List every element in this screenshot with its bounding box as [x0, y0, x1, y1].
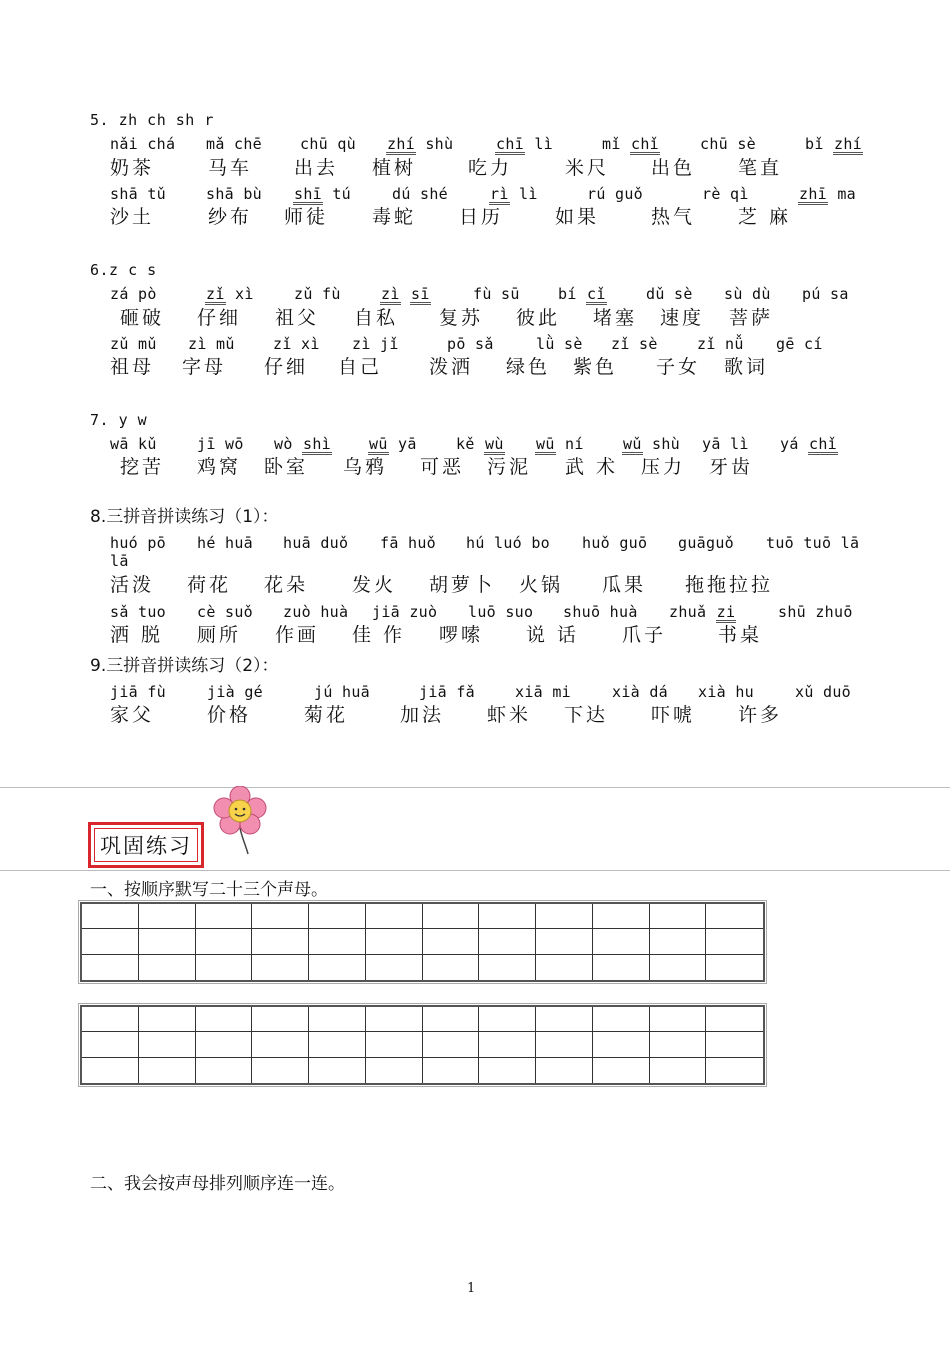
hanzi-word: 武 术 [565, 456, 619, 478]
pinyin-word: wò shì [274, 435, 331, 453]
grid-cell[interactable] [252, 929, 309, 954]
hanzi-word: 荷花 [187, 574, 232, 596]
hanzi-word: 如果 [555, 206, 600, 228]
pinyin-word: fā huǒ [380, 534, 436, 552]
grid-cell[interactable] [479, 1058, 536, 1083]
hanzi-word: 仔细 [264, 356, 309, 378]
hanzi-word: 火锅 [519, 574, 564, 596]
pinyin-word: shā tǔ [110, 185, 166, 203]
underlined-syllable: cǐ [587, 285, 606, 303]
grid-cell[interactable] [139, 1032, 196, 1057]
hanzi-word: 自己 [338, 356, 383, 378]
grid-cell[interactable] [706, 1007, 763, 1032]
pinyin-word: fù sū [473, 285, 520, 303]
grid-cell[interactable] [593, 1058, 650, 1083]
hanzi-word: 紫色 [573, 356, 618, 378]
hanzi-word: 米尺 [565, 157, 610, 179]
pinyin-word: xià hu [698, 683, 754, 701]
underlined-syllable: wǔ [623, 435, 642, 453]
underlined-syllable: zhí [834, 135, 862, 153]
pinyin-word: cè suǒ [197, 603, 253, 621]
pinyin-word: chī lì [496, 135, 553, 153]
hanzi-word: 奶茶 [110, 157, 155, 179]
hanzi-word: 下达 [564, 704, 609, 726]
hanzi-word: 歌词 [724, 356, 769, 378]
pinyin-word: huó pō [110, 534, 166, 552]
grid-cell[interactable] [366, 955, 423, 980]
pinyin-word: shī tú [294, 185, 351, 203]
underlined-syllable: chī [496, 135, 524, 153]
consolidation-title-box [88, 822, 204, 868]
underlined-syllable: shì [303, 435, 331, 453]
grid-cell[interactable] [252, 1007, 309, 1032]
grid-cell[interactable] [479, 929, 536, 954]
grid-cell[interactable] [593, 1032, 650, 1057]
hanzi-word: 菩萨 [729, 307, 774, 329]
pinyin-word: mǐ chǐ [602, 135, 659, 153]
hanzi-word: 笔直 [738, 157, 783, 179]
pinyin-word: jià gé [207, 683, 263, 701]
hanzi-word: 作画 [275, 624, 320, 646]
hanzi-word: 师徒 [284, 206, 329, 228]
consolidation-title: 巩固练习 [94, 828, 198, 862]
hanzi-word: 马车 [208, 157, 253, 179]
underlined-syllable: zì [381, 285, 400, 303]
pinyin-word: huā duǒ [283, 534, 349, 552]
grid-cell[interactable] [593, 955, 650, 980]
grid-cell[interactable] [650, 1058, 707, 1083]
hanzi-word: 卧室 [264, 456, 309, 478]
pinyin-word: mǎ chē [206, 135, 262, 153]
grid-cell[interactable] [196, 929, 253, 954]
grid-cell[interactable] [423, 1058, 480, 1083]
underlined-syllable: wù [485, 435, 504, 453]
hanzi-word: 洒 脱 [110, 624, 164, 646]
pinyin-word: jiā zuò [372, 603, 438, 621]
grid-cell[interactable] [366, 1058, 423, 1083]
pinyin-word: zá pò [110, 285, 157, 303]
pinyin-word: jú huā [314, 683, 370, 701]
pinyin-word: rì lì [490, 185, 538, 203]
hanzi-word: 泼洒 [429, 356, 474, 378]
grid-cell[interactable] [366, 929, 423, 954]
pinyin-word: zhí shù [387, 135, 454, 153]
section-5-heading: 5. zh ch sh r [90, 111, 214, 129]
underlined-syllable: zi [716, 603, 736, 621]
grid-cell[interactable] [479, 1007, 536, 1032]
pinyin-word: sǎ tuo [110, 603, 166, 621]
hanzi-word: 挖苦 [120, 456, 165, 478]
hanzi-word: 污泥 [487, 456, 532, 478]
grid-cell[interactable] [479, 1032, 536, 1057]
grid-cell[interactable] [139, 904, 196, 929]
pinyin-word: huǒ guō [582, 534, 648, 552]
pinyin-word: sù dù [724, 285, 771, 303]
grid-cell[interactable] [593, 929, 650, 954]
pinyin-word: pō sǎ [447, 335, 494, 353]
hanzi-word: 可恶 [420, 456, 465, 478]
grid-cell[interactable] [196, 1007, 253, 1032]
pinyin-word: hé huā [197, 534, 253, 552]
hanzi-word: 瓜果 [602, 574, 647, 596]
pinyin-word: bí cǐ [558, 285, 606, 303]
pinyin-word: kě wù [456, 435, 504, 453]
pinyin-word: zì jǐ [352, 335, 399, 353]
grid-cell[interactable] [536, 929, 593, 954]
pinyin-word: xiā mi [515, 683, 571, 701]
hanzi-word: 菊花 [304, 704, 349, 726]
hanzi-word: 啰嗦 [439, 624, 484, 646]
pinyin-word: xǔ duō [795, 683, 851, 701]
pinyin-word: yá chǐ [780, 435, 837, 453]
pinyin-word: luō suo [468, 603, 534, 621]
hanzi-word: 吃力 [468, 157, 513, 179]
hanzi-word: 活泼 [110, 574, 155, 596]
hanzi-word: 许多 [738, 704, 783, 726]
pinyin-word: zǔ mǔ [110, 335, 157, 353]
hanzi-word: 出色 [651, 157, 696, 179]
grid-cell[interactable] [252, 1058, 309, 1083]
grid-cell[interactable] [309, 904, 366, 929]
hanzi-word: 出去 [294, 157, 339, 179]
pinyin-word: gē cí [776, 335, 823, 353]
grid-cell[interactable] [650, 929, 707, 954]
hanzi-word: 加法 [400, 704, 445, 726]
pinyin-word: shū zhuō [778, 603, 853, 621]
pinyin-word: zǐ sè [611, 335, 658, 353]
grid-cell[interactable] [252, 955, 309, 980]
grid-cell[interactable] [423, 1007, 480, 1032]
grid-cell[interactable] [366, 1032, 423, 1057]
grid-cell[interactable] [139, 1007, 196, 1032]
hanzi-word: 植树 [372, 157, 417, 179]
grid-cell[interactable] [706, 1032, 763, 1057]
hanzi-word: 书桌 [718, 624, 763, 646]
page-number: 1 [467, 1281, 476, 1296]
pinyin-word: zhuǎ zi [669, 603, 736, 621]
grid-cell[interactable] [309, 929, 366, 954]
hanzi-word: 鸡窝 [197, 456, 242, 478]
flower-icon [210, 786, 270, 856]
grid-cell[interactable] [82, 1032, 139, 1057]
hanzi-word: 日历 [459, 206, 504, 228]
grid-cell[interactable] [593, 904, 650, 929]
hanzi-word: 自私 [354, 307, 399, 329]
grid-cell[interactable] [650, 1032, 707, 1057]
grid-cell[interactable] [82, 929, 139, 954]
pinyin-word: wū yā [369, 435, 417, 453]
question-1: 一、按顺序默写二十三个声母。 [90, 880, 328, 900]
underlined-syllable: zǐ [206, 285, 225, 303]
pinyin-word: tuō tuō lā [766, 534, 860, 552]
grid-cell[interactable] [309, 1058, 366, 1083]
grid-cell[interactable] [139, 955, 196, 980]
pinyin-word: pú sa [802, 285, 849, 303]
grid-cell[interactable] [139, 1058, 196, 1083]
hanzi-word: 彼此 [516, 307, 561, 329]
hanzi-word: 速度 [660, 307, 705, 329]
grid-cell[interactable] [309, 955, 366, 980]
grid-cell[interactable] [423, 1032, 480, 1057]
pinyin-word: zǔ fù [294, 285, 341, 303]
grid-cell[interactable] [252, 1032, 309, 1057]
pinyin-word: wǔ shù [623, 435, 680, 453]
underlined-syllable: wū [369, 435, 388, 453]
hanzi-word: 纱布 [208, 206, 253, 228]
pinyin-word: xià dá [612, 683, 668, 701]
pinyin-word: wū ní [536, 435, 584, 453]
pinyin-word: zǐ xì [273, 335, 320, 353]
pinyin-word: rú guǒ [587, 185, 643, 203]
hanzi-word: 吓唬 [651, 704, 696, 726]
pinyin-word: jiā fǎ [419, 683, 475, 701]
underlined-syllable: rì [490, 185, 509, 203]
underlined-syllable: sī [411, 285, 430, 303]
grid-cell[interactable] [650, 1007, 707, 1032]
hanzi-word: 虾米 [487, 704, 532, 726]
hanzi-word: 压力 [641, 456, 686, 478]
writing-grid-2[interactable] [80, 1005, 765, 1085]
hanzi-word: 祖母 [110, 356, 155, 378]
grid-cell[interactable] [139, 929, 196, 954]
grid-cell[interactable] [536, 904, 593, 929]
hanzi-word: 堵塞 [593, 307, 638, 329]
grid-cell[interactable] [196, 955, 253, 980]
hanzi-word: 芝 麻 [738, 206, 792, 228]
hanzi-word: 子女 [656, 356, 701, 378]
grid-cell[interactable] [536, 1058, 593, 1083]
grid-cell[interactable] [706, 929, 763, 954]
hanzi-word: 牙齿 [709, 456, 754, 478]
question-2: 二、我会按声母排列顺序连一连。 [90, 1174, 345, 1194]
grid-cell[interactable] [82, 1007, 139, 1032]
underlined-syllable: zhī [799, 185, 827, 203]
grid-cell[interactable] [650, 904, 707, 929]
grid-cell[interactable] [536, 1007, 593, 1032]
underlined-syllable: zhí [387, 135, 415, 153]
section-6-heading: 6.z c s [90, 261, 157, 279]
grid-cell[interactable] [82, 955, 139, 980]
hanzi-word: 热气 [651, 206, 696, 228]
hanzi-word: 家父 [110, 704, 155, 726]
section-8-heading: 8.三拼音拼读练习（1）： [90, 507, 279, 527]
grid-cell[interactable] [423, 955, 480, 980]
grid-cell[interactable] [82, 1058, 139, 1083]
grid-cell[interactable] [366, 1007, 423, 1032]
grid-cell[interactable] [423, 929, 480, 954]
section-8-row1-wrap-pinyin: lā [110, 552, 129, 570]
underlined-syllable: chǐ [809, 435, 837, 453]
divider-bottom [0, 870, 950, 871]
pinyin-word: chū qù [300, 135, 356, 153]
pinyin-word: hú luó bo [466, 534, 550, 552]
pinyin-word: rè qì [702, 185, 749, 203]
pinyin-word: zhī ma [799, 185, 856, 203]
pinyin-word: shuō huà [563, 603, 638, 621]
divider-top [0, 787, 950, 788]
grid-cell[interactable] [423, 904, 480, 929]
grid-cell[interactable] [196, 1058, 253, 1083]
hanzi-word: 佳 作 [352, 624, 406, 646]
hanzi-word: 爪子 [622, 624, 667, 646]
pinyin-word: bǐ zhí [805, 135, 862, 153]
underlined-syllable: chǐ [631, 135, 659, 153]
hanzi-word: 拖拖拉拉 [685, 574, 774, 596]
pinyin-word: zì mǔ [188, 335, 235, 353]
hanzi-word: 仔细 [197, 307, 242, 329]
hanzi-word: 绿色 [506, 356, 551, 378]
pinyin-word: guāguǒ [678, 534, 734, 552]
grid-cell[interactable] [536, 955, 593, 980]
grid-cell[interactable] [309, 1032, 366, 1057]
pinyin-word: lǜ sè [536, 335, 583, 353]
hanzi-word: 价格 [207, 704, 252, 726]
pinyin-word: chū sè [700, 135, 756, 153]
section-7-heading: 7. y w [90, 411, 148, 429]
underlined-syllable: wū [536, 435, 555, 453]
pinyin-word: wā kǔ [110, 435, 157, 453]
grid-cell[interactable] [479, 955, 536, 980]
hanzi-word: 发火 [352, 574, 397, 596]
grid-cell[interactable] [706, 955, 763, 980]
grid-cell[interactable] [82, 904, 139, 929]
hanzi-word: 复苏 [439, 307, 484, 329]
grid-cell[interactable] [593, 1007, 650, 1032]
hanzi-word: 乌鸦 [343, 456, 388, 478]
hanzi-word: 沙土 [110, 206, 155, 228]
pinyin-word [380, 285, 431, 305]
grid-cell[interactable] [650, 955, 707, 980]
hanzi-word: 祖父 [275, 307, 320, 329]
hanzi-word: 胡萝卜 [429, 574, 496, 596]
underlined-syllable: shī [294, 185, 322, 203]
pinyin-word: zǐ nǚ [697, 335, 744, 353]
hanzi-word: 字母 [182, 356, 227, 378]
pinyin-word: nǎi chá [110, 135, 176, 153]
hanzi-word: 毒蛇 [372, 206, 417, 228]
grid-cell[interactable] [252, 904, 309, 929]
writing-grid-1[interactable] [80, 902, 765, 982]
pinyin-word: zǐ xì [206, 285, 254, 303]
pinyin-word: dǔ sè [646, 285, 693, 303]
grid-cell[interactable] [479, 904, 536, 929]
grid-cell[interactable] [196, 904, 253, 929]
pinyin-word: shā bù [206, 185, 262, 203]
grid-cell[interactable] [706, 904, 763, 929]
pinyin-word: jī wō [197, 435, 244, 453]
grid-cell[interactable] [706, 1058, 763, 1083]
pinyin-word: yā lì [702, 435, 749, 453]
grid-cell[interactable] [309, 1007, 366, 1032]
hanzi-word: 砸破 [120, 307, 165, 329]
hanzi-word: 花朵 [264, 574, 309, 596]
hanzi-word: 厕所 [197, 624, 242, 646]
section-9-heading: 9.三拼音拼读练习（2）： [90, 656, 279, 676]
grid-cell[interactable] [366, 904, 423, 929]
pinyin-word: zuò huà [283, 603, 349, 621]
pinyin-word: jiā fù [110, 683, 166, 701]
pinyin-word: dú shé [392, 185, 448, 203]
hanzi-word: 说 话 [526, 624, 580, 646]
grid-cell[interactable] [196, 1032, 253, 1057]
grid-cell[interactable] [536, 1032, 593, 1057]
